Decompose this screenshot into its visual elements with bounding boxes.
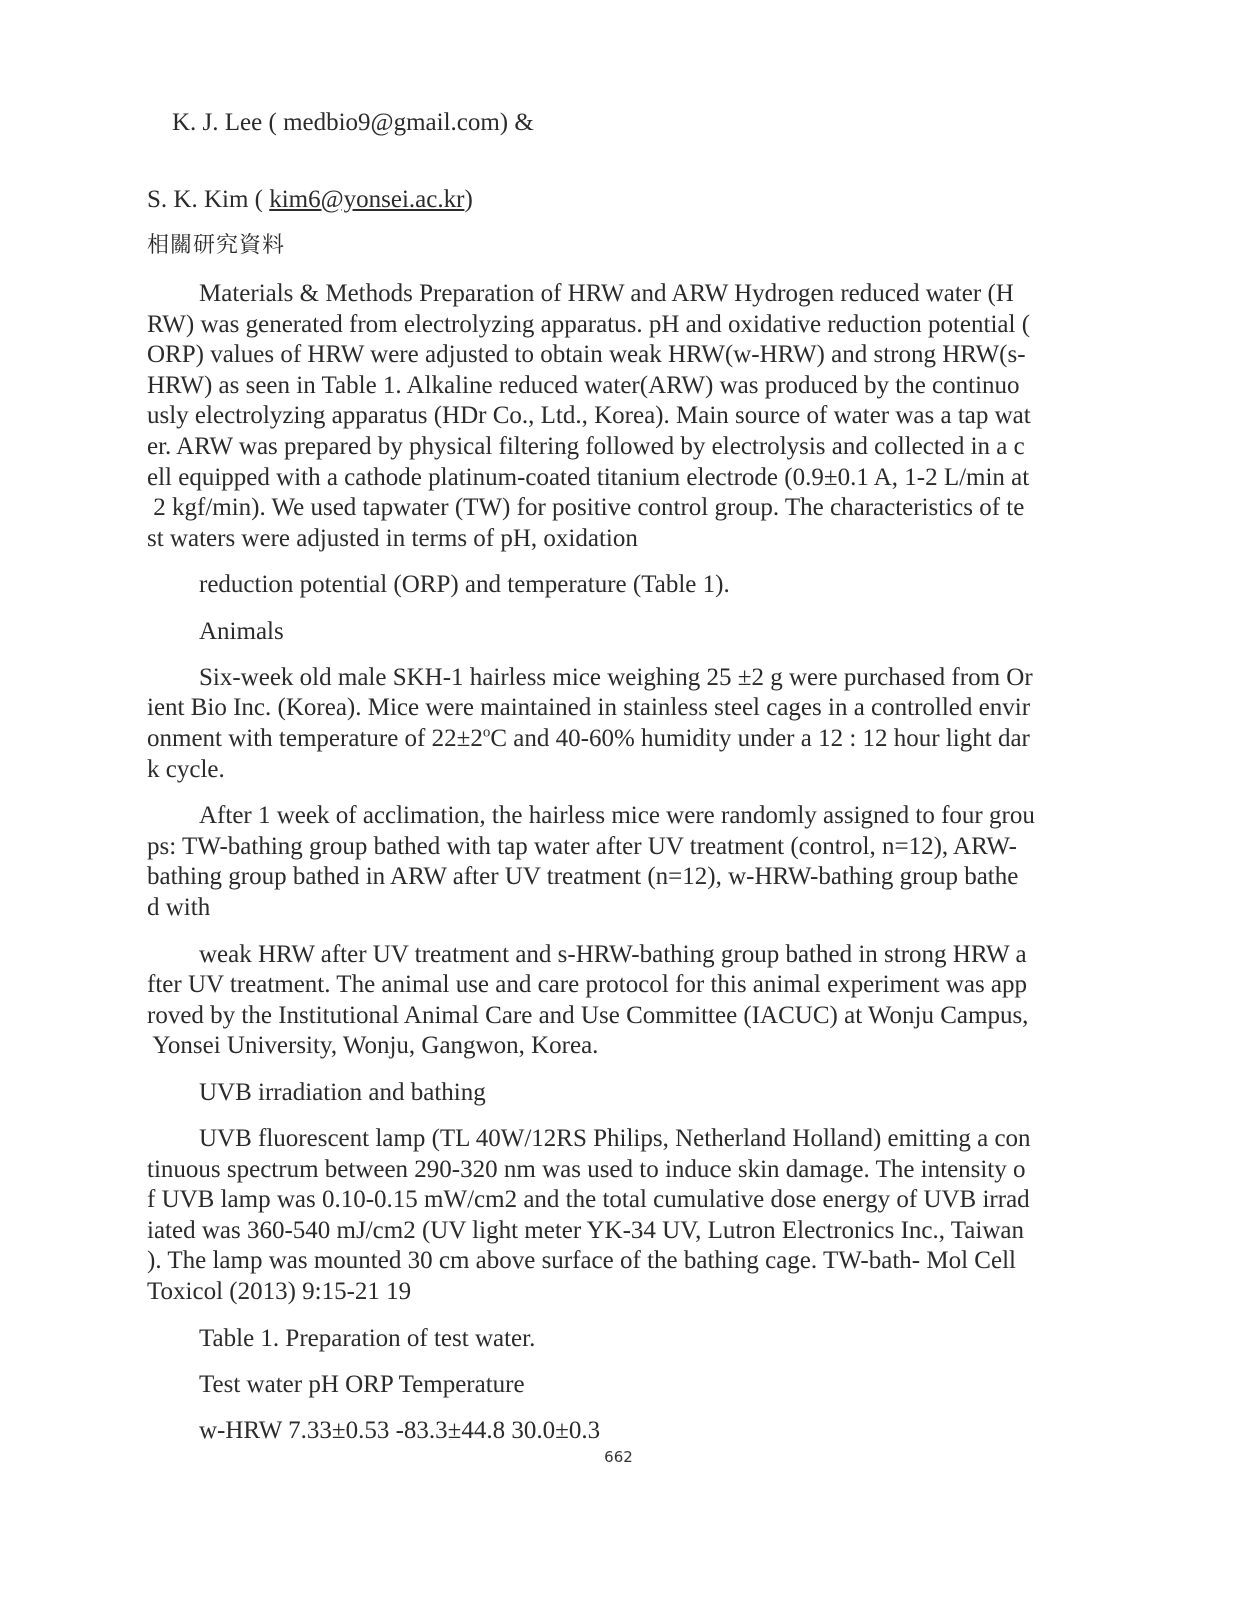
- author-line-2: [147, 185, 1087, 215]
- author-2-prefix: S. K. Kim (: [147, 185, 270, 213]
- author-1-text: K. J. Lee ( medbio9@gmail.com) &: [172, 109, 534, 137]
- acclimation-paragraph: [147, 801, 1087, 923]
- animals-paragraph: [147, 663, 1087, 785]
- materials-methods-paragraph: [147, 279, 1087, 554]
- text-line: Yonsei University, Wonju, Gangwon, Korea.: [147, 1032, 599, 1060]
- text-line: ps: TW-bathing group bathed with tap water after UV treatment (control, n=12), ARW-: [147, 832, 1017, 860]
- text-line: f UVB lamp was 0.10-0.15 mW/cm2 and the total cumulative dose energy of UVB irrad: [147, 1186, 1030, 1214]
- document-page: [147, 78, 1087, 1462]
- table-caption: Table 1. Preparation of test water.: [199, 1324, 536, 1352]
- text-line: RW) was generated from electrolyzing apparatus. pH and oxidative reduction potential (: [147, 310, 1031, 338]
- weak-hrw-paragraph: [147, 940, 1087, 1062]
- text-line: st waters were adjusted in terms of pH, oxidation: [147, 524, 638, 552]
- text-line: tinuous spectrum between 290-320 nm was used to induce skin damage. The intensity o: [147, 1155, 1026, 1183]
- author-2-email-link[interactable]: kim6@yonsei.ac.kr: [269, 185, 465, 213]
- text-line: ell equipped with a cathode platinum-coated titanium electrode (0.9±0.1 A, 1-2 L/min at: [147, 463, 1030, 491]
- text-line: fter UV treatment. The animal use and care protocol for this animal experiment was app: [147, 971, 1028, 999]
- author-line-1: [147, 78, 1087, 169]
- text-line: bathing group bathed in ARW after UV treatment (n=12), w-HRW-bathing group bathe: [147, 863, 1019, 891]
- text-line: roved by the Institutional Animal Care and Use Committee (IACUC) at Wonju Campus,: [147, 1001, 1029, 1029]
- temp-after: C and 40-60% humidity under a 12 : 12 hour light dar: [490, 724, 1030, 752]
- author-2-suffix: ): [464, 185, 473, 213]
- animals-heading: Animals: [199, 617, 284, 645]
- uvb-heading: UVB irradiation and bathing: [199, 1078, 486, 1106]
- text-line: weak HRW after UV treatment and s-HRW-bathing group bathed in strong HRW a: [199, 940, 1027, 968]
- text-line: ORP) values of HRW were adjusted to obtain weak HRW(w-HRW) and strong HRW(s-: [147, 341, 1026, 369]
- text-line: Toxicol (2013) 9:15-21 19: [147, 1278, 412, 1306]
- temp-before: onment with temperature of 22±2: [147, 724, 483, 752]
- table-header-row: Test water pH ORP Temperature: [199, 1370, 525, 1398]
- text-line: usly electrolyzing apparatus (HDr Co., Ltd., Korea). Main source of water was a tap wat: [147, 402, 1031, 430]
- text-line: Materials & Methods Preparation of HRW and ARW Hydrogen reduced water (H: [199, 280, 1014, 308]
- table-data-row: w-HRW 7.33±0.53 -83.3±44.8 30.0±0.3: [199, 1417, 601, 1445]
- text-line-temperature: [147, 724, 1087, 755]
- text-line: d with: [147, 893, 211, 921]
- page-number: 662: [604, 1448, 633, 1466]
- text-line: HRW) as seen in Table 1. Alkaline reduced water(ARW) was produced by the continuo: [147, 371, 1020, 399]
- text-line: ient Bio Inc. (Korea). Mice were maintained in stainless steel cages in a controlled envir: [147, 694, 1031, 722]
- text-line: UVB fluorescent lamp (TL 40W/12RS Philips, Netherland Holland) emitting a con: [199, 1125, 1031, 1153]
- orp-line: reduction potential (ORP) and temperature (Table 1).: [199, 571, 730, 599]
- degree-superscript: o: [482, 724, 491, 741]
- related-research-heading: 相關研究資料: [147, 232, 286, 258]
- text-line: After 1 week of acclimation, the hairless mice were randomly assigned to four grou: [199, 802, 1035, 830]
- text-line: 2 kgf/min). We used tapwater (TW) for positive control group. The characteristics of te: [147, 494, 1025, 522]
- text-line: er. ARW was prepared by physical filtering followed by electrolysis and collected in a c: [147, 432, 1025, 460]
- uvb-paragraph: [147, 1124, 1087, 1308]
- text-line: Six-week old male SKH-1 hairless mice weighing 25 ±2 g were purchased from Or: [199, 663, 1033, 691]
- text-line: k cycle.: [147, 755, 225, 783]
- text-line: iated was 360-540 mJ/cm2 (UV light meter YK-34 UV, Lutron Electronics Inc., Taiwan: [147, 1216, 1025, 1244]
- text-line: ). The lamp was mounted 30 cm above surface of the bathing cage. TW-bath- Mol Cell: [147, 1247, 1016, 1275]
